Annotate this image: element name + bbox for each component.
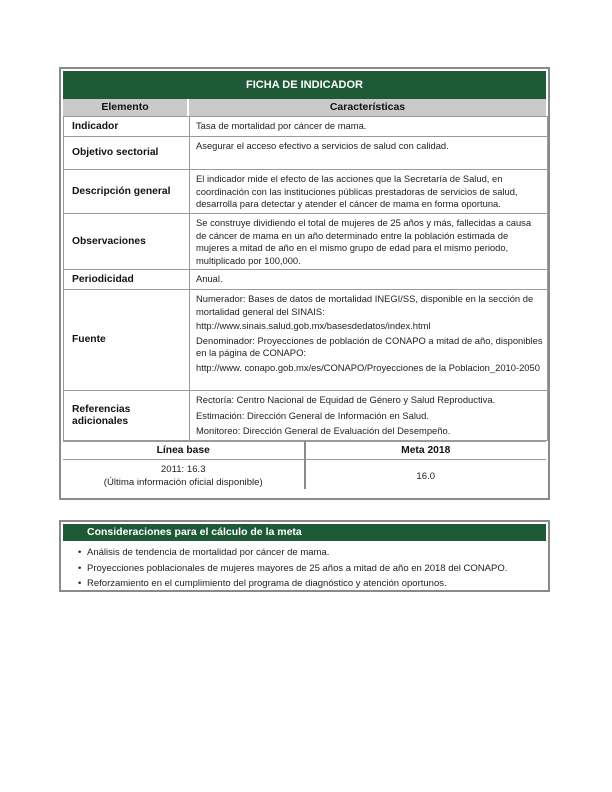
row-label: Descripción general <box>64 170 190 214</box>
list-item <box>78 561 548 577</box>
row-label: Objetivo sectorial <box>64 137 190 170</box>
card-title: FICHA DE INDICADOR <box>63 71 546 99</box>
value-line: Anual. <box>196 273 223 284</box>
goal-column <box>304 441 547 489</box>
value-line: Numerador: Bases de datos de mortalidad INEGI/SS, disponible en la sección de mortalidad general del SINAIS: <box>196 293 534 317</box>
table-row <box>64 137 548 170</box>
considerations-title: Consideraciones para el cálculo de la meta <box>63 524 546 541</box>
row-label: Observaciones <box>64 214 190 270</box>
baseline-column <box>63 441 304 489</box>
row-label: Fuente <box>64 290 190 391</box>
considerations-list <box>61 545 548 592</box>
baseline-note: (Última información oficial disponible) <box>103 477 263 488</box>
table-row <box>64 290 548 391</box>
indicator-table <box>63 116 548 441</box>
bullet-icon: • <box>78 578 82 589</box>
goal-value: 16.0 <box>416 471 436 482</box>
list-item <box>78 576 548 592</box>
row-value <box>190 270 548 290</box>
table-row <box>64 214 548 270</box>
goal-header: Meta 2018 <box>306 441 547 460</box>
table-row <box>64 270 548 290</box>
list-item <box>78 545 548 561</box>
value-line: Asegurar el acceso efectivo a servicios de salud con calidad. <box>196 140 449 151</box>
list-item-text: Reforzamiento en el cumplimiento del programa de diagnóstico y atención oportunos. <box>87 578 447 589</box>
table-row <box>64 170 548 214</box>
row-label: Referencias adicionales <box>64 391 190 441</box>
value-line: Monitoreo: Dirección General de Evaluación del Desempeño. <box>196 425 451 436</box>
row-value <box>190 137 548 170</box>
table-header <box>63 99 546 116</box>
value-line: El indicador mide el efecto de las acciones que la Secretaría de Salud, en coordinación con las instituciones públicas prestadoras de servicios de salud, desarrolla para detectar y atender el cáncer de mama en forma oportuna. <box>196 173 518 209</box>
table-row <box>64 391 548 441</box>
value-line: Se construye dividiendo el total de mujeres de 25 años y más, fallecidas a causa de cáncer de mama en un año determinado entre la población estimada de mujeres a mitad de año en el mismo grupo de edad para el mismo periodo, multiplicado por 100,000. <box>196 217 532 266</box>
column-header-elemento: Elemento <box>63 99 189 116</box>
indicator-card <box>59 67 550 500</box>
baseline-header: Línea base <box>63 441 304 460</box>
baseline-value: 2011: 16.3 <box>160 464 206 475</box>
list-item-text: Análisis de tendencia de mortalidad por cáncer de mama. <box>87 547 330 558</box>
considerations-card <box>59 520 550 592</box>
row-value <box>190 391 548 441</box>
row-value <box>190 170 548 214</box>
row-value <box>190 290 548 391</box>
bullet-icon: • <box>78 547 82 558</box>
row-value <box>190 214 548 270</box>
value-line: Rectoría: Centro Nacional de Equidad de Género y Salud Reproductiva. <box>196 394 496 405</box>
column-header-caracteristicas: Características <box>189 99 546 116</box>
list-item-text: Proyecciones poblacionales de mujeres mayores de 25 años a mitad de año en 2018 del CONAPO. <box>87 562 508 574</box>
value-line: Tasa de mortalidad por cáncer de mama. <box>196 120 367 131</box>
row-value <box>190 117 548 137</box>
row-label: Indicador <box>64 117 190 137</box>
baseline-goal-section <box>63 441 546 489</box>
bullet-icon: • <box>78 562 82 574</box>
value-line: Denominador: Proyecciones de población de CONAPO a mitad de año, disponibles en la página de CONAPO: <box>196 334 543 358</box>
row-label: Periodicidad <box>64 270 190 290</box>
value-line: Estimación: Dirección General de Información en Salud. <box>196 409 429 421</box>
table-row <box>64 117 548 137</box>
value-line: http://www.sinais.salud.gob.mx/basesdedatos/index.html <box>196 320 431 331</box>
value-line: http://www. conapo.gob.mx/es/CONAPO/Proyecciones de la Poblacion_2010-2050 <box>196 361 540 373</box>
